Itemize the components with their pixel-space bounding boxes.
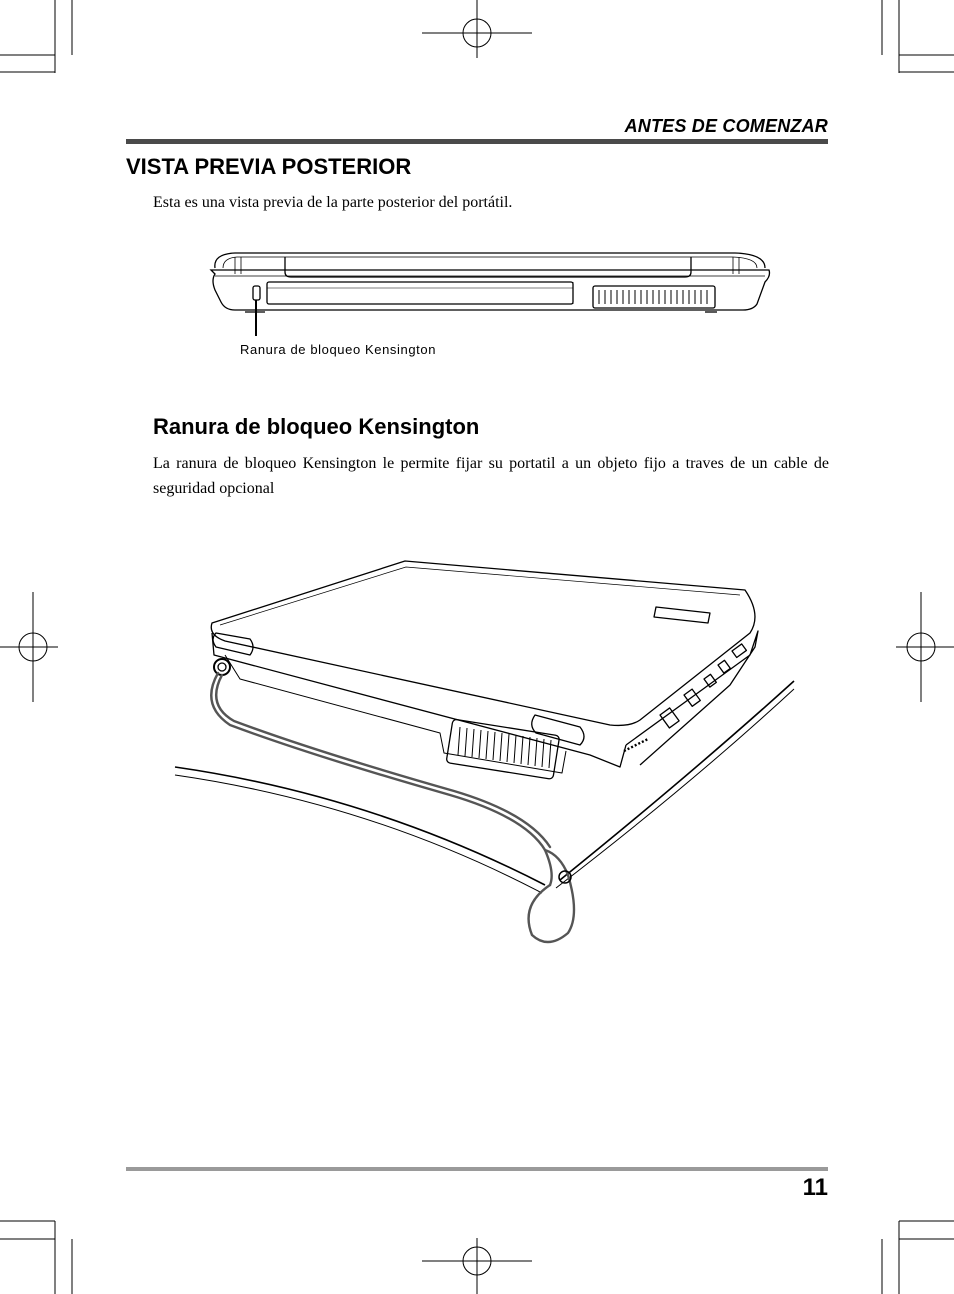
kensington-callout-label: Ranura de bloqueo Kensington [240,342,437,357]
section-intro: Esta es una vista previa de la parte posterior del portátil. [153,194,513,211]
subsection-body: La ranura de bloqueo Kensington le permite fijar su portatil a un objeto fijo a traves de un cable de seguridad opcional [153,455,829,497]
section-title: VISTA PREVIA POSTERIOR [126,154,412,179]
table-edge-side [560,681,794,880]
battery-panel [267,282,573,304]
lock-head [214,659,230,675]
cable-loop [529,850,574,942]
header-rule [126,139,828,144]
running-header: ANTES DE COMENZAR [624,116,828,136]
kensington-slot [253,286,260,300]
lid-top-edge [215,253,765,268]
laptop-rear-view-illustration [205,246,775,336]
page-number: 11 [802,1174,828,1201]
laptop-lid [211,561,755,725]
hinge-bar [285,257,691,277]
security-cable [211,673,574,942]
kensington-lock-illustration [170,555,800,950]
footer-rule [126,1167,828,1171]
base-rear-edge [212,633,626,767]
base-side-wall [626,631,758,765]
laptop-vent [446,719,560,779]
logo-plate [654,607,710,623]
subsection-title: Ranura de bloqueo Kensington [153,414,480,439]
